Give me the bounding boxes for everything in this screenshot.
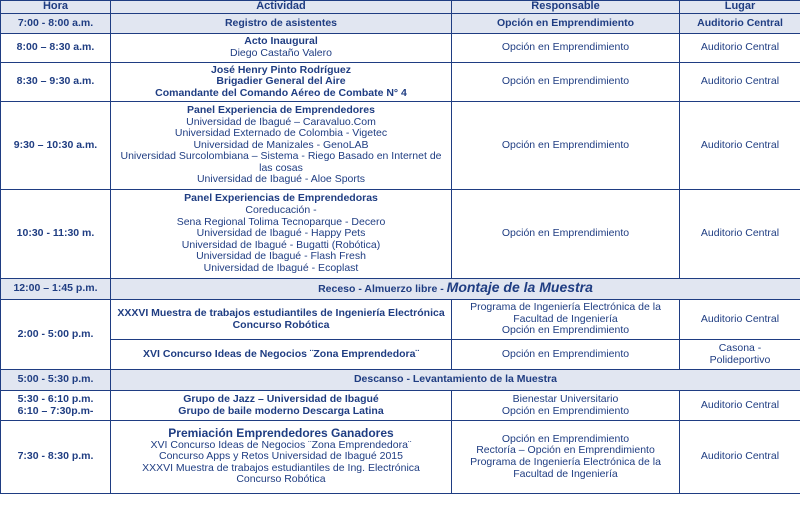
- activity-line: Brigadier General del Aire: [216, 75, 346, 88]
- row-activity: [111, 391, 452, 421]
- activity-text: Receso - Almuerzo libre -: [318, 283, 444, 296]
- row-location: Auditorio Central: [680, 102, 800, 190]
- table-row: [1, 190, 800, 279]
- activity-line: Grupo de baile moderno Descarga Latina: [178, 404, 384, 417]
- row-activity-merged: [111, 279, 800, 300]
- time-line: 5:30 - 6:10 p.m.: [17, 392, 94, 405]
- activity-line: Universidad de Manizales - GenoLAB: [193, 138, 369, 151]
- activity-line: XVI Concurso Ideas de Negocios ¨Zona Emprendedora¨: [150, 438, 412, 451]
- table-row: [1, 340, 800, 370]
- table-row: [1, 370, 800, 391]
- row-activity: XVI Concurso Ideas de Negocios ¨Zona Emprendedora¨: [111, 340, 452, 370]
- activity-line: Universidad de Ibagué - Flash Fresh: [196, 250, 366, 263]
- row-responsible: [452, 391, 680, 421]
- row-responsible: Opción en Emprendimiento: [452, 102, 680, 190]
- row-responsible: [452, 300, 680, 340]
- row-responsible: Opción en Emprendimiento: [452, 190, 680, 279]
- row-responsible: Opción en Emprendimiento: [452, 14, 680, 34]
- activity-line: Sena Regional Tolima Tecnoparque - Decero: [176, 215, 386, 228]
- activity-title: Panel Experiencias de Emprendedoras: [184, 192, 378, 205]
- activity-line: Universidad Surcolombiana – Sistema - Riego Basado en Internet de las cosas: [120, 150, 442, 174]
- table-row: [1, 391, 800, 421]
- activity-highlight: Montaje de la Muestra: [446, 279, 593, 296]
- row-time: 10:30 - 11:30 m.: [1, 190, 111, 279]
- row-location: Auditorio Central: [680, 421, 800, 494]
- table-row: [1, 421, 800, 494]
- activity-line: Universidad de Ibagué - Bugatti (Robótica): [181, 238, 381, 251]
- row-responsible: Opción en Emprendimiento: [452, 340, 680, 370]
- time-line: 6:10 – 7:30p.m-: [17, 404, 94, 417]
- row-time: 8:00 – 8:30 a.m.: [1, 34, 111, 63]
- row-time: 7:30 - 8:30 p.m.: [1, 421, 111, 494]
- row-time: 12:00 – 1:45 p.m.: [1, 279, 111, 300]
- responsible-line: Opción en Emprendimiento: [501, 404, 630, 417]
- row-activity: [111, 190, 452, 279]
- row-time: 7:00 - 8:00 a.m.: [1, 14, 111, 34]
- row-time: 2:00 - 5:00 p.m.: [1, 300, 111, 370]
- header-lugar: Lugar: [680, 1, 800, 14]
- activity-title: Premiación Emprendedores Ganadores: [168, 426, 394, 441]
- table-row: [1, 14, 800, 34]
- row-responsible: [452, 421, 680, 494]
- activity-line: Concurso Robótica: [232, 318, 330, 331]
- row-location: Auditorio Central: [680, 391, 800, 421]
- row-activity: [111, 34, 452, 63]
- activity-line: Comandante del Comando Aéreo de Combate N° 4: [155, 86, 407, 99]
- row-time: 8:30 – 9:30 a.m.: [1, 63, 111, 102]
- activity-line: XXXVI Muestra de trabajos estudiantiles de Ingeniería Electrónica: [117, 306, 445, 319]
- row-activity: [111, 421, 452, 494]
- responsible-line: Programa de Ingeniería Electrónica de la Facultad de Ingeniería: [470, 301, 661, 325]
- table-row: [1, 102, 800, 190]
- activity-line: Concurso Apps y Retos Universidad de Ibagué 2015: [159, 450, 403, 463]
- row-time: [1, 391, 111, 421]
- header-actividad: Actividad: [111, 1, 452, 14]
- activity-line: Universidad Externado de Colombia - Vigetec: [174, 127, 388, 140]
- row-location: Auditorio Central: [680, 14, 800, 34]
- header-hora: Hora: [1, 1, 111, 14]
- row-location: Auditorio Central: [680, 63, 800, 102]
- row-activity-merged: Descanso - Levantamiento de la Muestra: [111, 370, 800, 391]
- responsible-line: Rectoría – Opción en Emprendimiento: [476, 444, 655, 457]
- responsible-line: Programa de Ingeniería Electrónica de la Facultad de Ingeniería: [470, 456, 661, 480]
- row-time: 9:30 – 10:30 a.m.: [1, 102, 111, 190]
- table-row: [1, 300, 800, 340]
- location-line: Polideportivo: [709, 353, 771, 366]
- header-responsable: Responsable: [452, 1, 680, 14]
- activity-line: Universidad de Ibagué - Happy Pets: [196, 227, 366, 240]
- responsible-line: Opción en Emprendimiento: [501, 324, 630, 337]
- activity-line: Diego Castaño Valero: [230, 47, 332, 59]
- row-responsible: Opción en Emprendimiento: [452, 34, 680, 63]
- activity-line: Grupo de Jazz – Universidad de Ibagué: [183, 392, 379, 405]
- table-row: [1, 279, 800, 300]
- responsible-line: Opción en Emprendimiento: [501, 432, 630, 445]
- row-location: Auditorio Central: [680, 34, 800, 63]
- activity-line: XXXVI Muestra de trabajos estudiantiles de Ing. Electrónica: [142, 461, 420, 474]
- row-activity: Registro de asistentes: [111, 14, 452, 34]
- location-line: Casona -: [718, 341, 762, 354]
- activity-line: Concurso Robótica: [236, 473, 326, 486]
- row-location: Auditorio Central: [680, 190, 800, 279]
- row-activity: [111, 63, 452, 102]
- table-row: [1, 34, 800, 63]
- row-location: [680, 340, 800, 370]
- header-row: [1, 1, 800, 14]
- activity-line: José Henry Pinto Rodríguez: [210, 63, 352, 76]
- row-location: Auditorio Central: [680, 300, 800, 340]
- activity-title: Panel Experiencia de Emprendedores: [187, 103, 375, 116]
- row-activity: [111, 300, 452, 340]
- row-time: 5:00 - 5:30 p.m.: [1, 370, 111, 391]
- table-row: [1, 63, 800, 102]
- activity-line: Universidad de Ibagué - Ecoplast: [203, 261, 359, 274]
- activity-title: Acto Inaugural: [244, 35, 318, 48]
- row-activity: [111, 102, 452, 190]
- activity-line: Coreducación -: [245, 204, 317, 217]
- row-responsible: Opción en Emprendimiento: [452, 63, 680, 102]
- activity-line: Universidad de Ibagué - Aloe Sports: [196, 173, 366, 186]
- activity-line: Universidad de Ibagué – Caravaluo.Com: [186, 115, 376, 128]
- responsible-line: Bienestar Universitario: [512, 392, 619, 405]
